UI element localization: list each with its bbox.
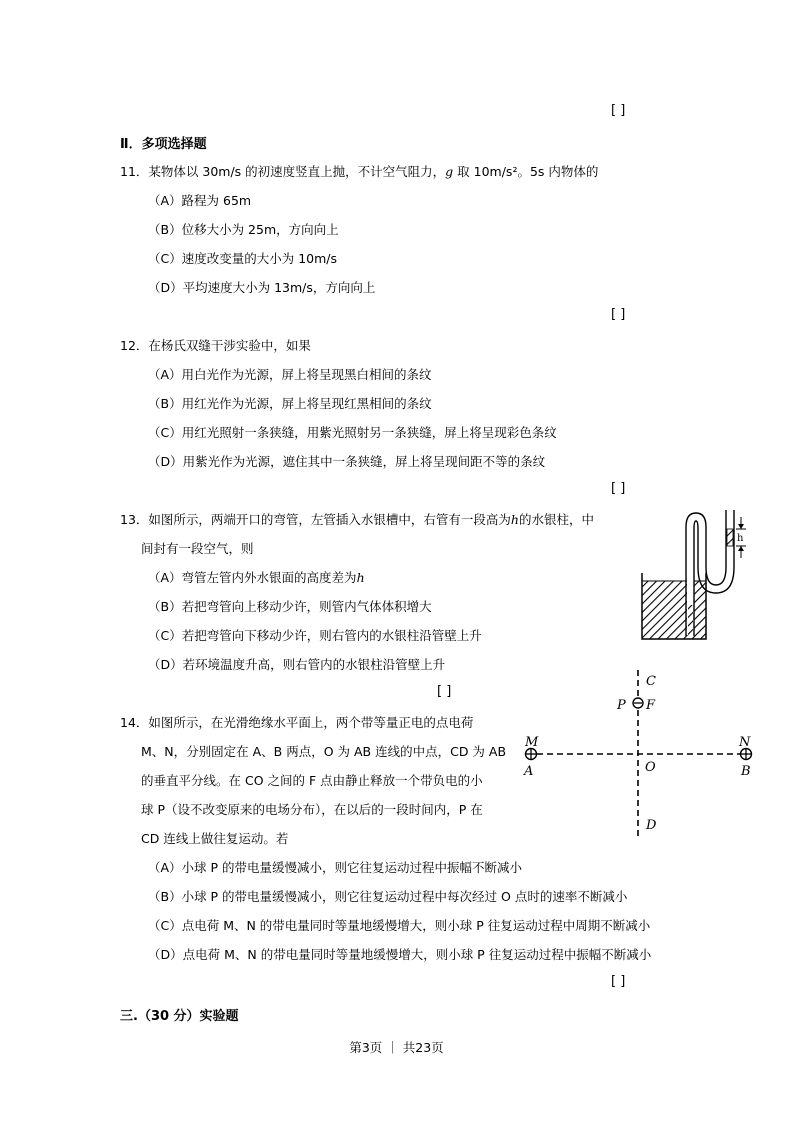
- answer-bracket-q10: [ ]: [611, 103, 626, 118]
- q14-stem-line3: 的垂直平分线。在 CO 之间的 F 点由静止释放一个带负电的小: [141, 773, 483, 788]
- q11-symbol-g: g: [445, 164, 454, 179]
- q13-option-d: （D）若环境温度升高，则右管内的水银柱沿管壁上升: [148, 657, 446, 672]
- q14-figure-charges: [515, 665, 765, 845]
- q13-stem-part-b: 的水银柱，中: [518, 512, 594, 527]
- q13-stem-part-a: 如图所示，两端开口的弯管，左管插入水银槽中，右管有一段高为: [148, 512, 511, 527]
- q11-option-b: （B）位移大小为 25m，方向向上: [148, 222, 339, 237]
- section-title-multiple-choice: Ⅱ．多项选择题: [120, 137, 207, 152]
- q13-option-a-symbol-h: h: [356, 570, 365, 585]
- q14-stem-line2: M、N，分别固定在 A、B 两点，O 为 AB 连线的中点，CD 为 AB: [141, 744, 507, 759]
- label-a: A: [524, 764, 534, 779]
- label-n: N: [739, 735, 751, 750]
- q13-option-b: （B）若把弯管向上移动少许，则管内气体体积增大: [148, 599, 432, 614]
- answer-bracket-q12: [ ]: [611, 481, 626, 496]
- q14-stem-line4: 球 P（设不改变原来的电场分布），在以后的一段时间内，P 在: [141, 802, 483, 817]
- q14-stem-line1: [120, 713, 473, 731]
- q11-number: 11．: [120, 164, 149, 179]
- q13-stem-line2: 间封有一段空气，则: [141, 541, 254, 556]
- q14-number: 14．: [120, 715, 149, 730]
- q11-option-a: （A）路程为 65m: [148, 193, 252, 208]
- q12-stem-text: 在杨氏双缝干涉实验中，如果: [148, 338, 311, 353]
- answer-bracket-q14: [ ]: [611, 974, 626, 989]
- ball-p-negative: [633, 698, 643, 708]
- label-m: M: [525, 735, 539, 750]
- label-o: O: [645, 760, 656, 775]
- label-p: P: [617, 698, 626, 713]
- q13-symbol-h: h: [510, 512, 519, 527]
- figure-label-h: h: [737, 533, 744, 544]
- q12-option-a: （A）用白光作为光源，屏上将呈现黑白相间的条纹: [148, 367, 432, 382]
- answer-bracket-q13: [ ]: [437, 684, 452, 699]
- q13-option-a: [148, 568, 365, 586]
- q12-option-b: （B）用红光作为光源，屏上将呈现红黑相间的条纹: [148, 396, 432, 411]
- left-tube-mercury: [688, 605, 693, 635]
- q12-number: 12．: [120, 338, 149, 353]
- label-b: B: [741, 764, 751, 779]
- q13-stem: [120, 510, 594, 528]
- q13-figure-bent-tube: [630, 505, 750, 645]
- q14-stem-line5: CD 连线上做往复运动。若: [141, 831, 289, 846]
- q13-option-c: （C）若把弯管向下移动少许，则右管内的水银柱沿管壁上升: [148, 628, 482, 643]
- page-footer: 第3页 ｜ 共23页: [349, 1040, 444, 1055]
- q14-option-c: （C）点电荷 M、N 的带电量同时等量地缓慢增大，则小球 P 往复运动过程中周期不断减小: [148, 918, 651, 933]
- right-tube-mercury-column: [727, 529, 733, 546]
- q12-option-c: （C）用红光照射一条狭缝，用紫光照射另一条狭缝，屏上将呈现彩色条纹: [148, 425, 557, 440]
- mercury-trough-fill: [642, 581, 706, 639]
- label-f: F: [646, 698, 656, 713]
- q14-stem-text-1: 如图所示，在光滑绝缘水平面上，两个带等量正电的点电荷: [148, 715, 474, 730]
- charge-m-positive: [526, 749, 537, 760]
- charge-n-positive: [741, 749, 752, 760]
- q11-stem: [120, 162, 598, 180]
- q11-option-d: （D）平均速度大小为 13m/s，方向向上: [148, 280, 376, 295]
- q12-option-d: （D）用紫光作为光源，遮住其中一条狭缝，屏上将呈现间距不等的条纹: [148, 454, 546, 469]
- q14-option-d: （D）点电荷 M、N 的带电量同时等量地缓慢增大，则小球 P 往复运动过程中振幅不断减小: [148, 947, 652, 962]
- q11-stem-part-a: 某物体以 30m/s 的初速度竖直上抛，不计空气阻力，: [148, 164, 446, 179]
- q13-number: 13．: [120, 512, 149, 527]
- q12-stem: [120, 336, 311, 354]
- label-c: C: [646, 674, 656, 689]
- q11-stem-part-b: 取 10m/s²。5s 内物体的: [453, 164, 599, 179]
- label-d: D: [646, 818, 657, 833]
- q14-option-b: （B）小球 P 的带电量缓慢减小，则它往复运动过程中每次经过 O 点时的速率不断减小: [148, 889, 628, 904]
- q11-option-c: （C）速度改变量的大小为 10m/s: [148, 251, 338, 266]
- section-title-experiment: 三.（30 分）实验题: [120, 1009, 239, 1024]
- q13-option-a-text: （A）弯管左管内外水银面的高度差为: [148, 570, 357, 585]
- answer-bracket-q11: [ ]: [611, 307, 626, 322]
- q14-option-a: （A）小球 P 的带电量缓慢减小，则它往复运动过程中振幅不断减小: [148, 860, 523, 875]
